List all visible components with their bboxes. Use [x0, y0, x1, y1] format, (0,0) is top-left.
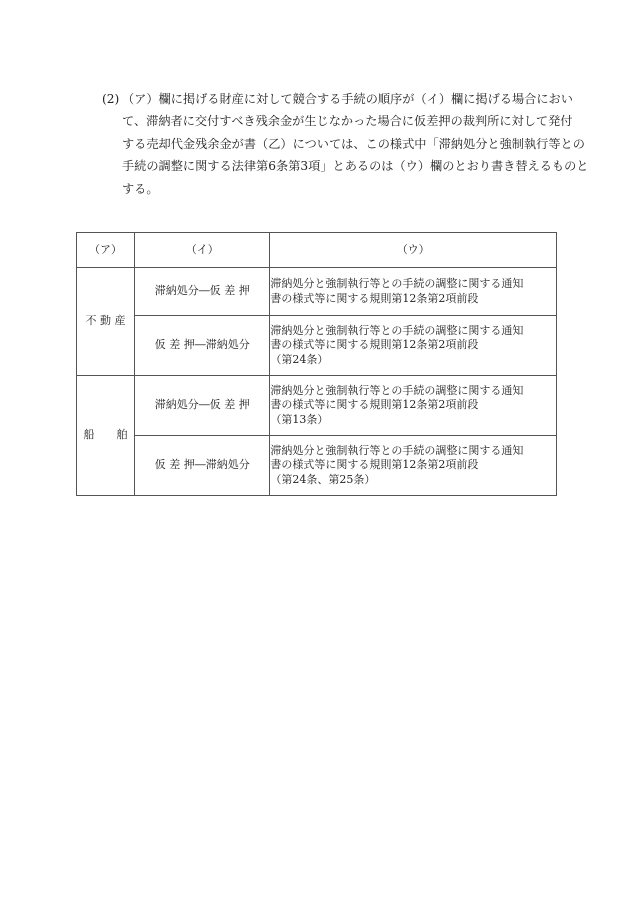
paragraph-line: する。	[122, 181, 159, 196]
law-line: 滞納処分と強制執行等との手続の調整に関する通知	[270, 383, 524, 397]
law-line: 書の様式等に関する規則第12条第2項前段	[270, 458, 479, 472]
asset-label: 船 舶	[83, 428, 128, 442]
paragraph-number: (2)	[102, 92, 120, 106]
law-line: 滞納処分と強制執行等との手続の調整に関する通知	[270, 323, 524, 337]
asset-label: 不 動 産	[85, 314, 126, 328]
header-col-a: （ア）	[77, 233, 135, 268]
table-header-row	[77, 233, 557, 268]
law-line: （第13条）	[270, 412, 329, 426]
rewrite-table	[76, 232, 557, 496]
instruction-paragraph	[102, 88, 589, 200]
table-row	[77, 436, 557, 496]
table-row	[77, 268, 557, 316]
table-row	[77, 316, 557, 376]
law-line: 書の様式等に関する規則第12条第2項前段	[270, 338, 479, 352]
order-cell: 滞納処分―仮 差 押	[135, 376, 270, 436]
asset-cell-ship	[77, 376, 135, 496]
law-cell	[270, 376, 557, 436]
paragraph-line: 手続の調整に関する法律第6条第3項」とあるのは（ウ）欄のとおり書き替えるものと	[122, 159, 589, 174]
table-row	[77, 376, 557, 436]
paragraph-line: する売却代金残余金が書（乙）については、この様式中「滞納処分と強制執行等との	[122, 136, 585, 151]
law-line: （第24条）	[270, 352, 329, 366]
law-line: 書の様式等に関する規則第12条第2項前段	[270, 291, 479, 305]
header-col-i: （イ）	[135, 233, 270, 268]
law-line: 書の様式等に関する規則第12条第2項前段	[270, 398, 479, 412]
law-cell	[270, 268, 557, 316]
law-cell	[270, 316, 557, 376]
law-line: （第24条、第25条）	[270, 472, 376, 486]
law-line: 滞納処分と強制執行等との手続の調整に関する通知	[270, 443, 524, 457]
order-cell: 仮 差 押―滞納処分	[135, 316, 270, 376]
law-cell	[270, 436, 557, 496]
paragraph-line: て、滞納者に交付すべき残余金が生じなかった場合に仮差押の裁判所に対して発付	[122, 114, 573, 129]
order-cell: 仮 差 押―滞納処分	[135, 436, 270, 496]
paragraph-line: （ア）欄に掲げる財産に対して競合する手続の順序が（イ）欄に掲げる場合におい	[122, 92, 573, 106]
law-line: 滞納処分と強制執行等との手続の調整に関する通知	[270, 277, 524, 290]
asset-cell-real-estate	[77, 268, 135, 376]
order-cell: 滞納処分―仮 差 押	[135, 268, 270, 316]
header-col-u: （ウ）	[270, 233, 557, 268]
